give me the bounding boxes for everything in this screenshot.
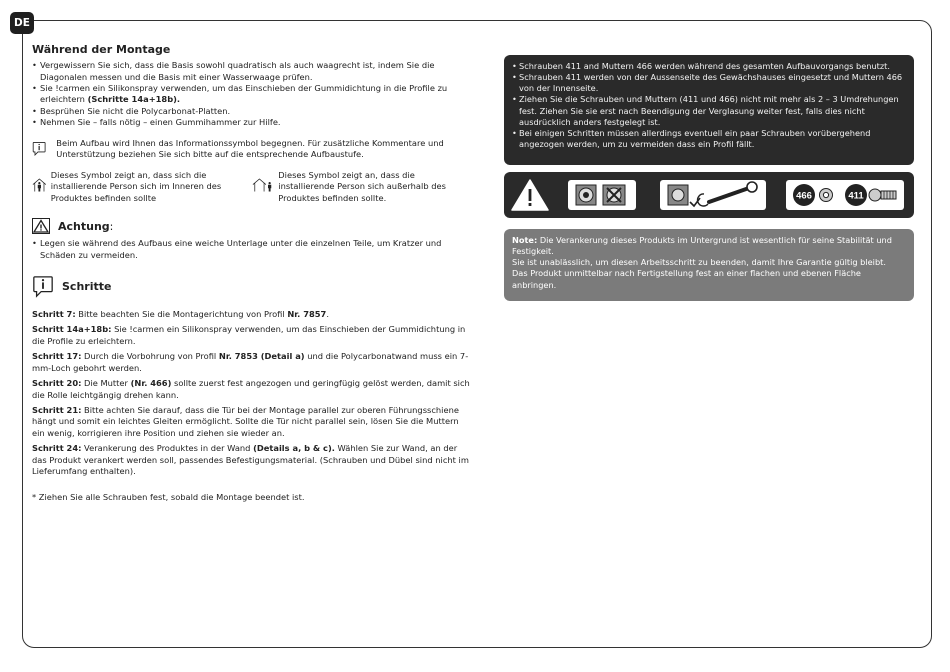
list-item: • Schrauben 411 werden von der Aussenseite des Gewächshauses eingesetzt und Muttern 466 von der Innenseite. [512,72,906,94]
nut-bolt-tighten-icon [568,180,636,210]
info-text: Beim Aufbau wird Ihnen das Informationssymbol begegnen. Für zusätzliche Kommentare und Unterstützung beziehen Sie sich bitte auf die entsprechende Aufbaustufe. [56,137,444,160]
list-item: • Sie !carmen ein Silikonspray verwenden, um das Einschieben der Gummidichtung in die Profile zu erleichtern (Schritte 14a+18b). [32,83,472,106]
outside-symbol-text: Dieses Symbol zeigt an, dass die installierende Person sich außerhalb des Produktes befinden sollte. [278,169,446,203]
list-item: • Ziehen Sie die Schrauben und Muttern (411 und 466) nicht mit mehr als 2 – 3 Umdrehungen fest. Ziehen Sie sie erst nach Beendigung der Verglasung weiter fest, falls dies nicht ausdrücklich anders festgelegt ist. [512,94,906,127]
note-line-3: Das Produkt unmittelbar nach Fertigstellung fest an einer flachen und ebenen Fläche anbringen. [512,268,861,290]
part-466-label: 466 [796,190,812,202]
step-17: Schritt 17: Durch die Vorbohrung von Profil Nr. 7853 (Detail a) und die Polycarbonatwand muss ein 7-mm-Loch gebohrt werden. [32,351,469,373]
list-item: • Legen sie während des Aufbaus eine weiche Unterlage unter die einzelnen Teile, um Kratzer und Schäden zu vermeiden. [32,238,472,261]
warning-triangle-icon [512,180,548,210]
outside-symbol-block [252,170,472,204]
info-symbol-row [32,136,472,162]
anchoring-note-box [504,229,914,301]
section-heading: Während der Montage [32,43,171,56]
intro-list [32,60,472,129]
step-7: Schritt 7: Bitte beachten Sie die Montagerichtung von Profil Nr. 7857. [32,308,329,319]
bold-ref: (Schritte 14a+18b). [87,94,181,105]
parts-466-411-icon [786,180,904,210]
inside-symbol-block [32,170,252,204]
list-item: • Besprühen Sie nicht die Polycarbonat-Platten. [32,106,472,117]
step-21: Schritt 21: Bitte achten Sie darauf, dass die Tür bei der Montage parallel zur oberen Führungsschiene hängt und somit ein leichtes Gleiten ermöglicht. Sollte die Tür nicht parallel sein, lösen Sie die Muttern ein wenig, korrigieren ihre Position und ziehen sie wieder an. [32,405,459,438]
achtung-heading [32,218,472,234]
achtung-list [32,238,472,261]
symbol-row [32,170,472,204]
achtung-colon: : [109,219,114,233]
warning-icon [32,218,50,234]
list-item: • Schrauben 411 and Muttern 466 werden während des gesamten Aufbauvorgangs benutzt. [512,61,906,72]
info-icon [32,136,46,162]
list-item: • Vergewissern Sie sich, dass die Basis sowohl quadratisch als auch waagrecht ist, indem Sie die Diagonalen messen und die Basis mit einer Wasserwaage prüfen. [32,60,472,83]
left-column [32,42,472,503]
fastener-icon-strip [504,172,914,218]
language-badge: DE [10,12,34,34]
person-inside-icon [32,170,47,200]
inside-symbol-text: Dieses Symbol zeigt an, dass sich die installierende Person sich im Inneren des Produktes befinden sollte [50,169,222,203]
step-20: Schritt 20: Die Mutter (Nr. 466) sollte zuerst fest angezogen und geringfügig gelöst werden, damit sich die Rolle leichtgängig drehen kann. [32,378,470,400]
step-14a-18b: Schritt 14a+18b: Sie !carmen ein Silikonspray verwenden, um das Einschieben der Gummidichtung in die Profile zu erleichtern. [32,324,466,346]
note-line-1: Note: Die Verankerung dieses Produkts im Untergrund ist wesentlich für seine Stabilität und Festigkeit. [512,235,892,257]
person-outside-icon [252,170,274,200]
list-item: • Bei einigen Schritten müssen allerdings eventuell ein paar Schrauben vorübergehend angezogen werden, um zu vermeiden dass ein Profil fällt. [512,128,906,150]
step-24: Schritt 24: Verankerung des Produktes in der Wand (Details a, b & c). Wählen Sie zur Wand, an der das Produkt verankert werden soll, passendes Befestigungsmaterial. (Schrauben und Dübel sind nicht im Lieferumfang enthalten). [32,443,469,477]
note-line-2: Sie ist unablässlich, um diesen Arbeitsschritt zu beenden, damit Ihre Garantie gültig bleibt. [512,257,886,268]
info-icon [32,275,54,299]
steps-list [32,309,472,478]
achtung-label: Achtung [58,219,110,233]
fastener-info-box [504,55,914,165]
schritte-heading [32,275,472,299]
list-item: • Nehmen Sie – falls nötig – einen Gummihammer zur Hilfe. [32,117,472,128]
footnote: * Ziehen Sie alle Schrauben fest, sobald die Montage beendet ist. [32,491,305,502]
wrench-icon [660,180,766,210]
schritte-label: Schritte [62,280,112,294]
part-411-label: 411 [848,190,864,202]
